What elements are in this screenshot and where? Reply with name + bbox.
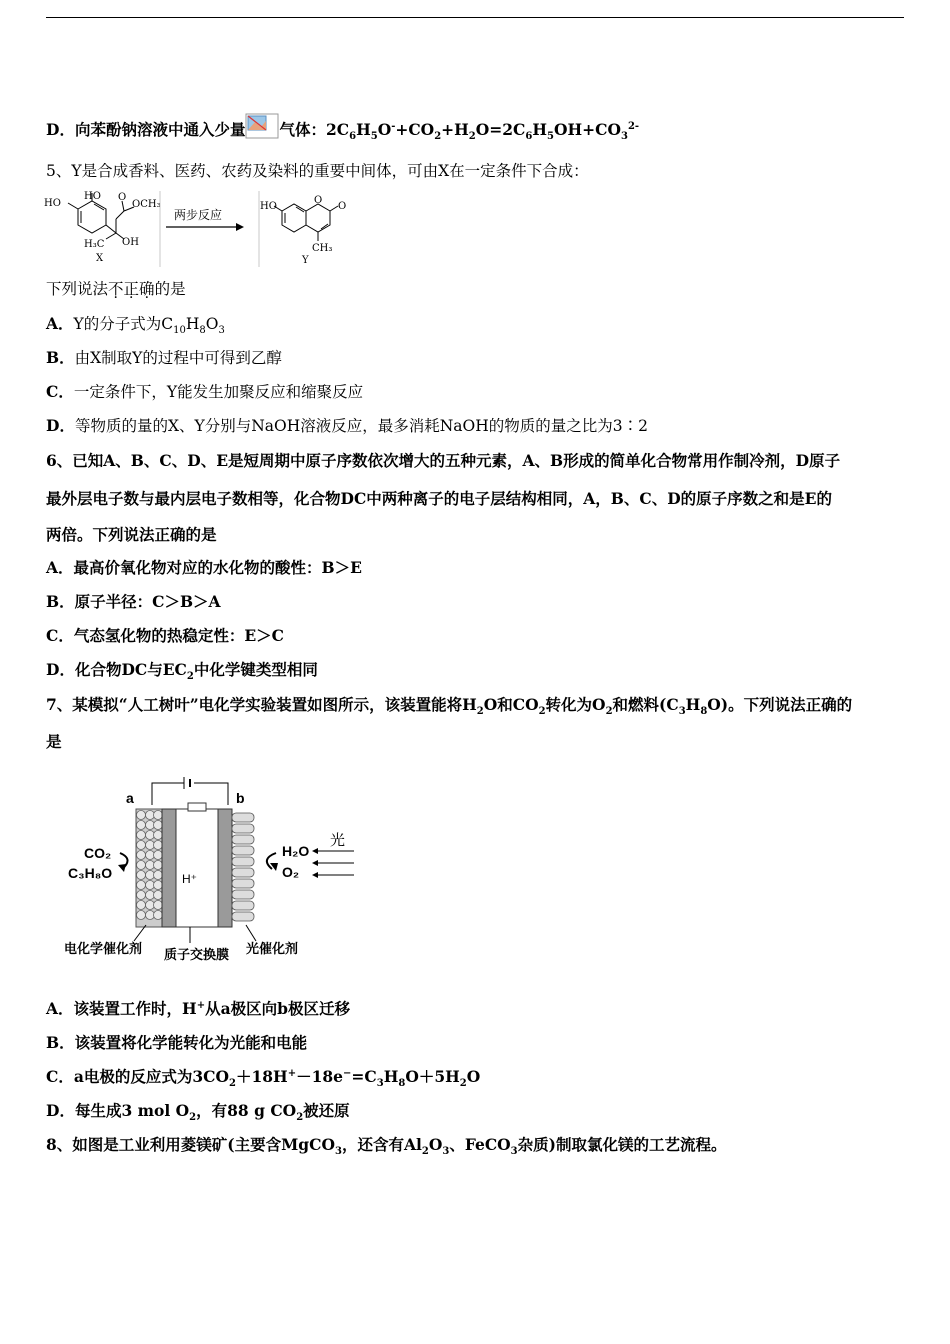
y-label: Y <box>302 255 309 266</box>
svg-text:CH₃: CH₃ <box>312 243 333 254</box>
option-d-prev: D．向苯酚钠溶液中通入少量 气体：$2C_6H_5O^-+CO_2+H_2O=2C_6H_5OH+CO_3^{2-}$ <box>46 113 639 140</box>
q7-stem-line1: 7、某模拟“人工树叶”电化学实验装置如图所示，该装置能将$H_2O$和$CO_2$转化为$O_2$和燃料$(C_3H_8O)$。下列说法正确的 <box>46 695 853 718</box>
q6-stem-line3: 两倍。下列说法正确的是 <box>46 525 217 544</box>
q6-stem-line1: 6、已知A、B、C、D、E是短周期中原子序数依次增大的五种元素，A、B形成的简单化合物常用作制冷剂，D原子 <box>46 451 841 470</box>
q8-stem: 8、如图是工业利用菱镁矿(主要含MgCO$_3$，还含有$Al_2O_3$、FeCO$_3$杂质)制取氯化镁的工艺流程。 <box>46 1135 727 1158</box>
q6-stem-line2: 最外层电子数与最内层电子数相等，化合物DC中两种离子的电子层结构相同，A，B、C、D的原子序数之和是E的 <box>46 489 833 508</box>
q5-option-c: C．一定条件下，Y能发生加聚反应和缩聚反应 <box>46 382 364 401</box>
q6-option-b: B．原子半径：C＞B＞A <box>46 592 221 611</box>
svg-text:CO₂: CO₂ <box>84 845 112 861</box>
svg-text:HO: HO <box>84 191 101 202</box>
q5-prompt: 下列说法不正确的是 <box>46 280 186 298</box>
broken-image-icon <box>245 113 279 139</box>
q6-option-d: D．化合物DC与$EC_2$中化学键类型相同 <box>46 660 318 683</box>
svg-text:H₂O: H₂O <box>282 843 310 859</box>
arrow-text: 两步反应 <box>174 208 223 222</box>
q7-stem-line2: 是 <box>46 732 62 751</box>
q7-artificial-leaf-figure <box>60 773 370 968</box>
svg-text:H⁺: H⁺ <box>182 872 197 886</box>
svg-text:C₃H₈O: C₃H₈O <box>68 865 113 881</box>
svg-text:电化学催化剂: 电化学催化剂 <box>64 941 143 956</box>
svg-text:b: b <box>236 790 245 806</box>
svg-text:OCH₃: OCH₃ <box>132 199 161 210</box>
svg-text:O: O <box>338 201 347 212</box>
svg-text:质子交换膜: 质子交换膜 <box>164 947 230 962</box>
q5-option-a: A．Y的分子式为$C_{10}H_8O_3$ <box>46 314 225 337</box>
header-rule <box>46 17 904 18</box>
q5-option-b: B．由X制取Y的过程中可得到乙醇 <box>46 348 282 367</box>
svg-text:光: 光 <box>330 832 346 849</box>
q7-option-d: D．每生成3 mol $O_2$，有88 g $CO_2$被还原 <box>46 1101 350 1124</box>
q7-option-c: C．a电极的反应式为$3CO_2+18H^+-18e^-=C_3H_8O+5H_2O$ <box>46 1067 481 1090</box>
svg-text:a: a <box>126 790 134 806</box>
q6-option-a: A．最高价氧化物对应的水化物的酸性：B＞E <box>46 558 362 577</box>
q7-option-b: B．该装置将化学能转化为光能和电能 <box>46 1033 308 1052</box>
svg-text:O: O <box>118 192 127 203</box>
svg-text:O₂: O₂ <box>282 864 300 880</box>
svg-text:H₃C: H₃C <box>84 239 105 250</box>
svg-text:光催化剂: 光催化剂 <box>246 941 299 956</box>
svg-text:HO: HO <box>44 198 61 209</box>
q7-option-a: A．该装置工作时，H+从a极区向b极区迁移 <box>46 999 350 1018</box>
svg-text:HO: HO <box>260 201 277 212</box>
q5-option-d: D．等物质的量的X、Y分别与NaOH溶液反应，最多消耗NaOH的物质的量之比为3∶2 <box>46 416 649 435</box>
q5-reaction-scheme <box>44 189 364 269</box>
svg-text:O: O <box>314 195 323 206</box>
x-label: X <box>96 253 104 264</box>
svg-text:OH: OH <box>122 237 139 248</box>
q6-option-c: C．气态氢化物的热稳定性：E＞C <box>46 626 284 645</box>
q5-stem: 5、Y是合成香料、医药、农药及染料的重要中间体，可由X在一定条件下合成： <box>46 162 589 180</box>
